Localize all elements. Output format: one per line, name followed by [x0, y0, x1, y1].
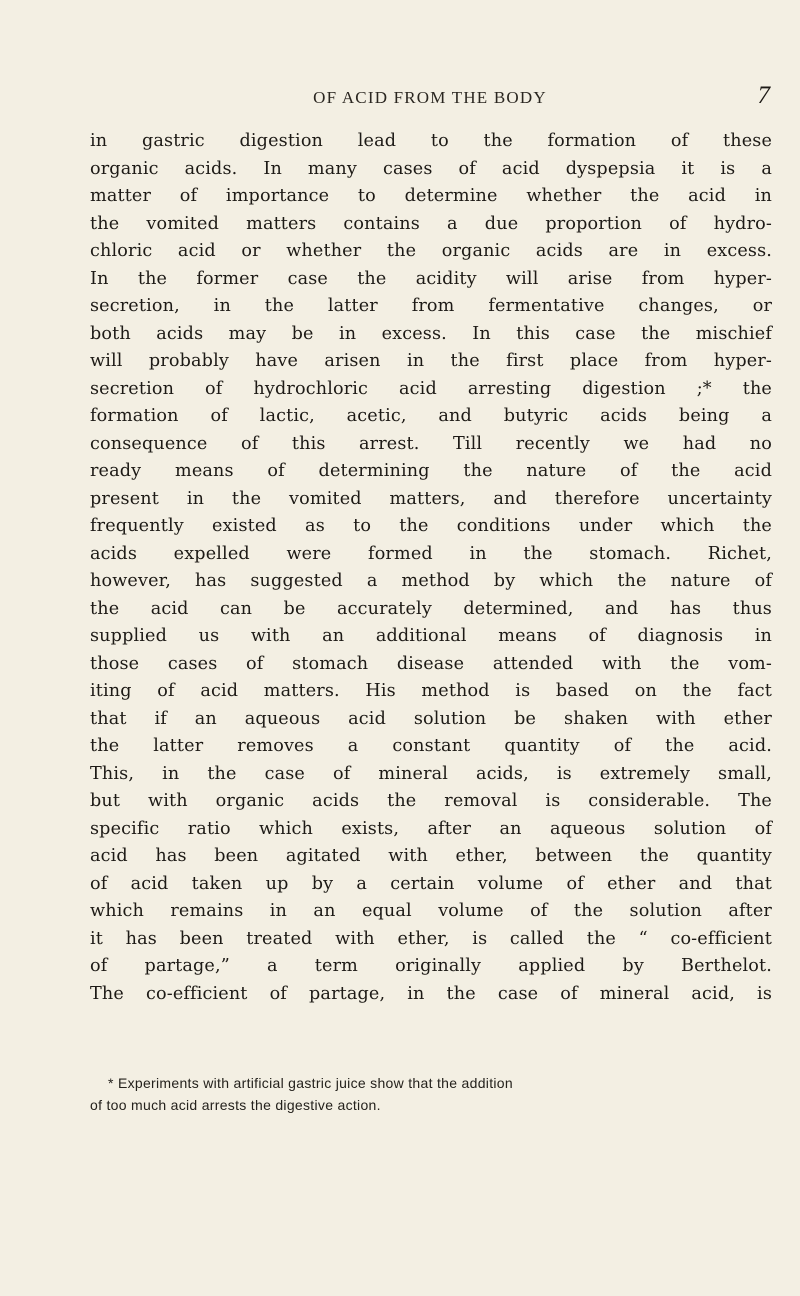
running-title: OF ACID FROM THE BODY: [313, 88, 547, 107]
text-line: but with organic acids the removal is considerable. The: [90, 791, 772, 811]
text-line: both acids may be in excess. In this case the mischief: [90, 323, 772, 344]
text-line: consequence of this arrest. Till recently we had no: [90, 433, 772, 454]
footnote-line: * Experiments with artificial gastric juice show that the addition: [108, 1075, 513, 1091]
text-line: secretion, in the latter from fermentative changes, or: [90, 296, 772, 316]
text-line: which remains in an equal volume of the solution after: [90, 901, 772, 921]
text-line: matter of importance to determine whether the acid in: [90, 186, 772, 206]
text-line: the latter removes a constant quantity of the acid.: [90, 736, 772, 756]
text-line: the acid can be accurately determined, and has thus: [90, 598, 772, 619]
text-line: acids expelled were formed in the stomach. Richet,: [90, 543, 772, 564]
running-head: [90, 82, 770, 112]
text-line: chloric acid or whether the organic acids are in excess.: [90, 241, 772, 261]
body-text: [90, 128, 772, 1008]
footnote-line: of too much acid arrests the digestive action.: [90, 1097, 381, 1113]
text-line: In the former case the acidity will arise from hyper-: [90, 268, 772, 289]
text-line: acid has been agitated with ether, between the quantity: [90, 846, 772, 866]
text-line: will probably have arisen in the first place from hyper-: [90, 351, 772, 371]
text-line: the vomited matters contains a due proportion of hydro-: [90, 213, 772, 234]
text-line: frequently existed as to the conditions under which the: [90, 516, 772, 536]
text-line: those cases of stomach disease attended with the vom-: [90, 653, 772, 674]
text-line: in gastric digestion lead to the formation of these: [90, 131, 772, 151]
text-line: ready means of determining the nature of the acid: [90, 461, 772, 481]
text-line: The co-efficient of partage, in the case of mineral acid, is: [90, 983, 772, 1004]
text-line: present in the vomited matters, and therefore uncertainty: [90, 488, 772, 509]
footnote: [90, 1072, 772, 1116]
text-line: supplied us with an additional means of diagnosis in: [90, 626, 772, 646]
text-line: iting of acid matters. His method is based on the fact: [90, 681, 772, 701]
text-line: it has been treated with ether, is called the “ co-efficient: [90, 928, 772, 949]
text-line: specific ratio which exists, after an aqueous solution of: [90, 818, 772, 839]
text-line: of acid taken up by a certain volume of ether and that: [90, 873, 772, 894]
page-number: 7: [757, 82, 770, 109]
text-line: that if an aqueous acid solution be shaken with ether: [90, 708, 772, 729]
text-line: secretion of hydrochloric acid arresting digestion ;* the: [90, 378, 772, 399]
text-line: however, has suggested a method by which the nature of: [90, 571, 772, 591]
text-line: organic acids. In many cases of acid dyspepsia it is a: [90, 158, 772, 179]
text-line: This, in the case of mineral acids, is extremely small,: [90, 763, 772, 784]
text-line: of partage,” a term originally applied by Berthelot.: [90, 956, 772, 976]
text-line: formation of lactic, acetic, and butyric acids being a: [90, 406, 772, 426]
